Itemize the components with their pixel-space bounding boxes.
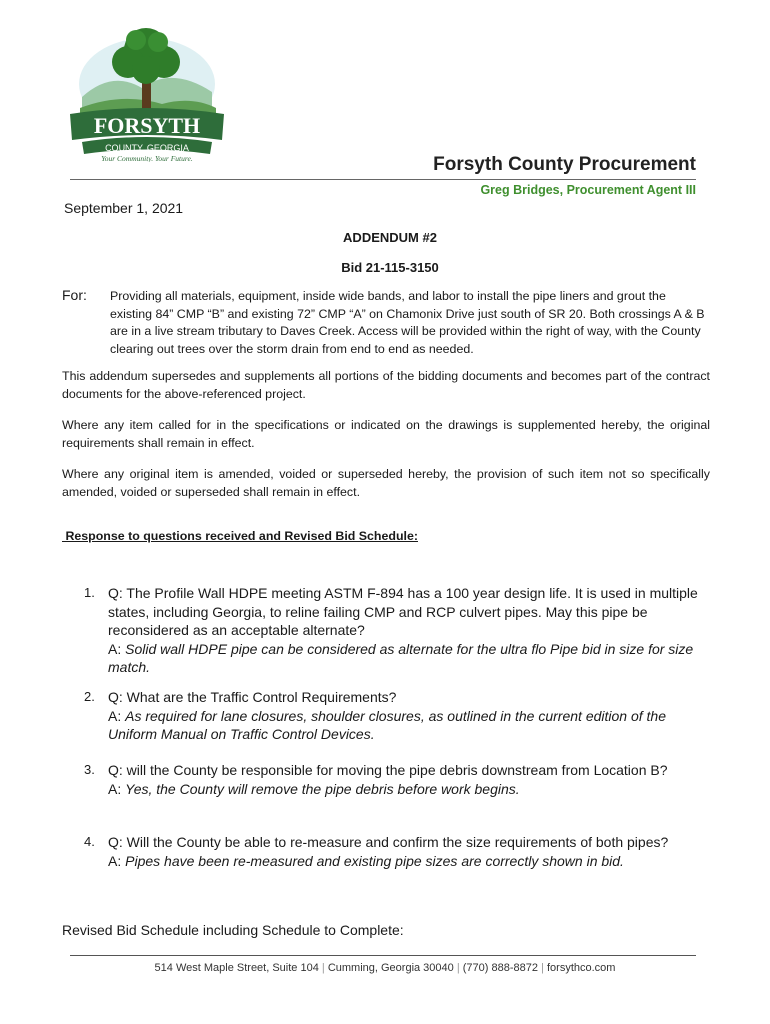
paragraph-supplemented: Where any item called for in the specifications or indicated on the drawings is supplemented hereby, the original requirements shall remain in effect. [62,418,710,450]
footer-city: Cumming, Georgia 30040 [327,962,454,974]
answer-text: As required for lane closures, shoulder closures, as outlined in the current edition of the Uniform Manual on Traffic Control Devices. [108,707,666,742]
answer-label: A: [108,780,126,797]
answer-label: A: [108,640,126,657]
footer-website[interactable]: forsythco.com [546,962,616,974]
qa-number: 2. [84,689,95,704]
question-text: Q: will the County be responsible for moving the pipe debris downstream from Location B? [108,762,668,778]
qa-number: 3. [84,762,95,777]
answer-label: A: [108,852,126,869]
logo-name: FORSYTH [93,113,201,138]
paragraph-amended: Where any original item is amended, voided or superseded hereby, the provision of such item not so specifically amended, voided or superseded shall remain in effect. [62,467,710,499]
footer-separator: | [541,962,544,974]
procurement-agent: Greg Bridges, Procurement Agent III [480,183,696,197]
answer [108,707,708,744]
county-logo [62,22,232,162]
qa-body [108,761,708,798]
qa-body [108,833,708,870]
footer-divider [70,955,696,956]
footer-contact [0,962,770,974]
question-text: Q: What are the Traffic Control Requirements? [108,689,397,705]
footer-address: 514 West Maple Street, Suite 104 [154,962,319,974]
header-divider [70,179,696,180]
qa-body [108,584,708,677]
paragraph-supersedes: This addendum supersedes and supplements all portions of the bidding documents and becomes part of the contract documents for the above-referenced project. [62,369,710,401]
response-heading: Response to questions received and Revised Bid Schedule: [62,529,418,543]
footer-phone: (770) 888-8872 [462,962,538,974]
answer-label: A: [108,707,126,724]
tree-seal-icon [62,22,232,162]
question-text: Q: The Profile Wall HDPE meeting ASTM F-894 has a 100 year design life. It is used in multiple states, including Georgia, to reline failing CMP and RCP culvert pipes. May this pipe be reconsidered as an acceptable alternate? [108,585,698,638]
footer-separator: | [321,962,325,974]
answer [108,852,708,871]
answer-text: Solid wall HDPE pipe can be considered as alternate for the ultra flo Pipe bid in size for size match. [108,640,694,675]
logo-subtitle: COUNTY, GEORGIA [105,143,189,153]
bid-number: Bid 21-115-3150 [341,260,439,275]
qa-number: 1. [84,585,95,600]
org-title: Forsyth County Procurement [433,154,696,175]
revised-bid-schedule-heading: Revised Bid Schedule including Schedule to Complete: [62,922,404,938]
project-description: Providing all materials, equipment, inside wide bands, and labor to install the pipe liners and grout the existing 84” CMP “B” and existing 72” CMP “A” on Chamonix Drive just south of SR 20. Both crossings A & B are in a live stream tributary to Daves Creek. Access will be provided within the right of way, with the County clearing out trees over the storm drain from end to end as needed. [110,289,705,356]
for-label: For: [62,287,87,303]
footer-separator: | [456,962,460,974]
qa-body [108,688,708,744]
addendum-title: ADDENDUM #2 [343,230,437,245]
logo-tagline: Your Community. Your Future. [101,154,193,162]
answer [108,640,708,677]
qa-number: 4. [84,834,95,849]
answer-text: Yes, the County will remove the pipe debris before work begins. [125,780,520,797]
document-date: September 1, 2021 [64,200,184,216]
answer-text: Pipes have been re-measured and existing pipe sizes are correctly shown in bid. [125,852,624,869]
question-text: Q: Will the County be able to re-measure and confirm the size requirements of both pipes? [108,834,669,850]
answer [108,780,708,799]
